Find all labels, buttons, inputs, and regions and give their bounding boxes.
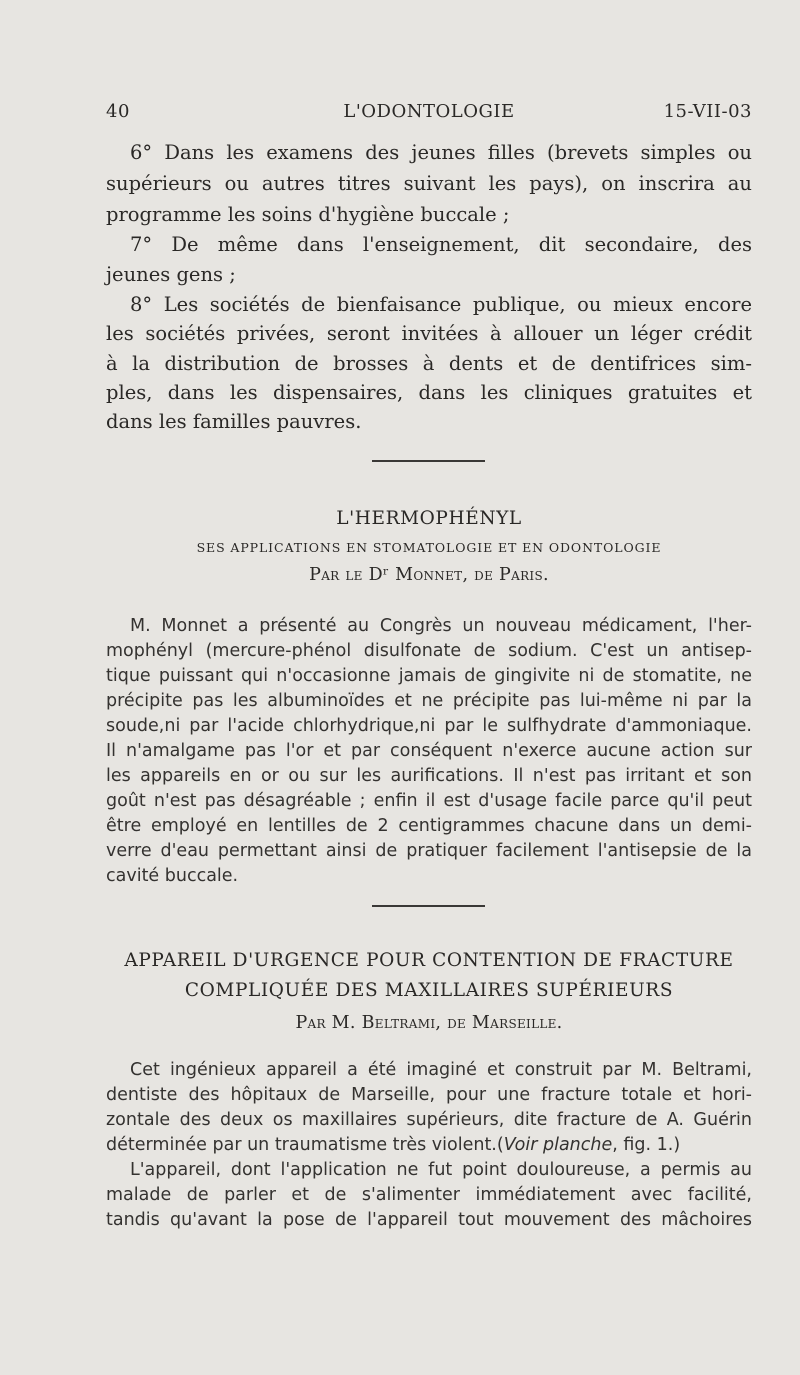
- paragraph-line: verre d'eau permettant ainsi de pratiquer facilement l'antisepsie de la: [106, 841, 752, 861]
- paragraph-line: Il n'amalgame pas l'or et par conséquent n'exerce aucune action sur: [106, 741, 752, 761]
- paragraph-line: [106, 1135, 752, 1155]
- paragraph-line: ples, dans les dispensaires, dans les cliniques gratuites et: [106, 381, 752, 404]
- paragraph-line: les sociétés privées, seront invitées à allouer un léger crédit: [106, 322, 752, 345]
- paragraph-line: tandis qu'avant la pose de l'appareil tout mouvement des mâchoires: [106, 1210, 752, 1230]
- article-byline: Par M. Beltrami, de Marseille.: [295, 1013, 563, 1033]
- paragraph-line: les appareils en or ou sur les aurifications. Il n'est pas irritant et son: [106, 766, 752, 786]
- article-title: L'HERMOPHÉNYL: [336, 508, 522, 529]
- paragraph-line: 6° Dans les examens des jeunes filles (brevets simples ou: [130, 141, 752, 164]
- paragraph-line: dentiste des hôpitaux de Marseille, pour une fracture totale et hori-: [106, 1085, 752, 1105]
- paragraph-line: Cet ingénieux appareil a été imaginé et construit par M. Beltrami,: [130, 1060, 752, 1080]
- figure-reference-open: (: [496, 1135, 504, 1155]
- section-divider: [372, 905, 485, 907]
- paragraph-line: précipite pas les albuminoïdes et ne précipite pas lui-même ni par la: [106, 691, 752, 711]
- article-subtitle: SES APPLICATIONS EN STOMATOLOGIE ET EN ODONTOLOGIE: [196, 540, 662, 555]
- paragraph-line: supérieurs ou autres titres suivant les pays), on inscrira au: [106, 172, 752, 195]
- paragraph-line: zontale des deux os maxillaires supérieurs, dite fracture de A. Guérin: [106, 1110, 752, 1130]
- paragraph-line: goût n'est pas désagréable ; enfin il est d'usage facile parce qu'il peut: [106, 791, 752, 811]
- section-divider: [372, 460, 485, 462]
- paragraph-line: 7° De même dans l'enseignement, dit secondaire, des: [130, 233, 752, 256]
- line-text: déterminée par un traumatisme très violent.: [106, 1135, 497, 1155]
- paragraph-line: cavité buccale.: [106, 866, 239, 886]
- paragraph-line: mophényl (mercure-phénol disulfonate de sodium. C'est un antisep-: [106, 641, 752, 661]
- paragraph-line: tique puissant qui n'occasionne jamais de gingivite ni de stomatite, ne: [106, 666, 752, 686]
- paragraph-line: jeunes gens ;: [106, 263, 236, 286]
- paragraph-line: soude,ni par l'acide chlorhydrique,ni par le sulfhydrate d'ammoniaque.: [106, 716, 752, 736]
- paragraph-line: malade de parler et de s'alimenter immédiatement avec facilité,: [106, 1185, 752, 1205]
- paragraph-line: 8° Les sociétés de bienfaisance publique, ou mieux encore: [130, 293, 752, 316]
- paragraph-line: être employé en lentilles de 2 centigrammes chacune dans un demi-: [106, 816, 752, 836]
- paragraph-line: programme les soins d'hygiène buccale ;: [106, 203, 510, 226]
- paragraph-line: dans les familles pauvres.: [106, 410, 362, 433]
- issue-date: 15-VII-03: [663, 101, 752, 122]
- article-byline: Par le Dʳ Monnet, de Paris.: [309, 565, 549, 585]
- paragraph-line: L'appareil, dont l'application ne fut point douloureuse, a permis au: [130, 1160, 752, 1180]
- article-title-line: APPAREIL D'URGENCE POUR CONTENTION DE FRACTURE: [124, 950, 734, 971]
- paragraph-line: à la distribution de brosses à dents et de dentifrices sim-: [106, 352, 752, 375]
- paragraph-line: M. Monnet a présenté au Congrès un nouveau médicament, l'her-: [130, 616, 752, 636]
- figure-reference-number: , fig. 1.): [612, 1135, 681, 1155]
- article-title-line: COMPLIQUÉE DES MAXILLAIRES SUPÉRIEURS: [184, 980, 674, 1001]
- journal-title: L'ODONTOLOGIE: [343, 101, 515, 122]
- figure-reference: Voir planche: [503, 1135, 613, 1155]
- page-number: 40: [106, 101, 130, 122]
